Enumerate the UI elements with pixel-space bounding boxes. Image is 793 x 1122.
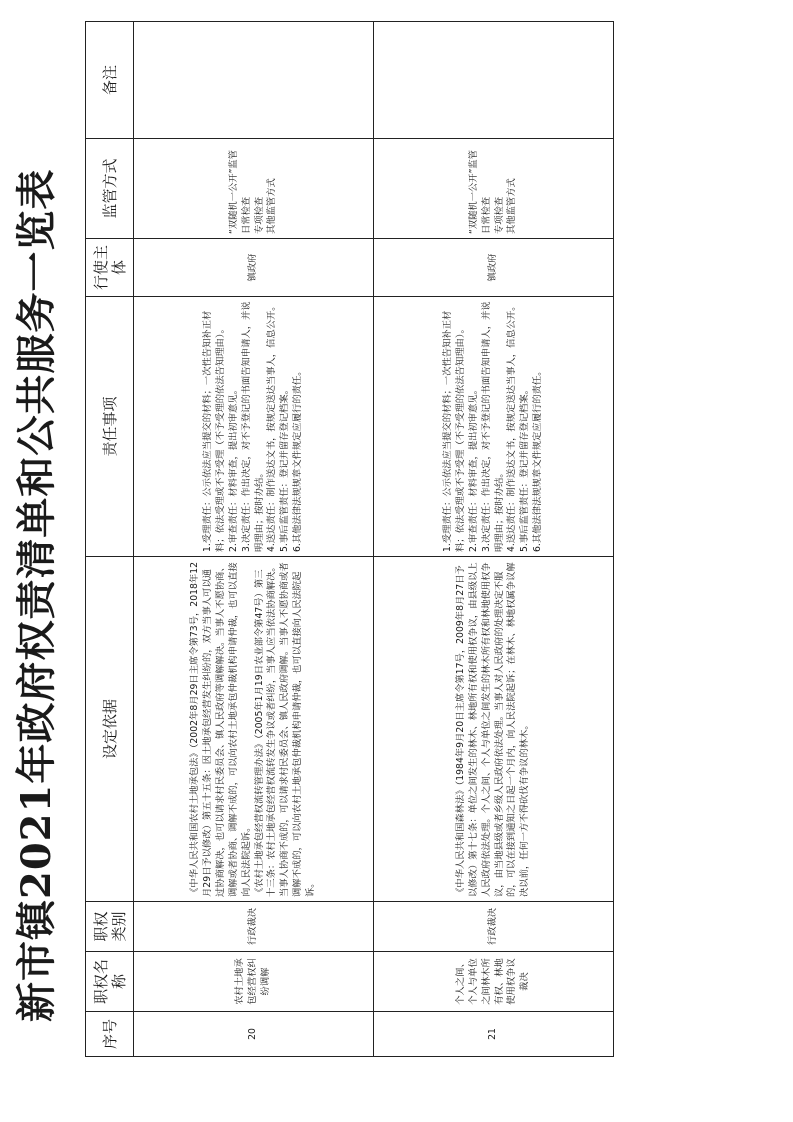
header-duties: 责任事项 xyxy=(86,297,134,557)
header-supervision: 监管方式 xyxy=(86,139,134,239)
duty-item: 6.其他法律法规规章文件规定应履行的责任。 xyxy=(291,366,303,552)
cell-basis xyxy=(374,557,614,902)
cell-name: 个人之间、个人与单位之间林木所有权、林地使用权争议裁决 xyxy=(374,952,614,1012)
header-remarks: 备注 xyxy=(86,22,134,139)
document-title: 新市镇2021年政府权责清单和公共服务一览表 xyxy=(13,168,60,1022)
duty-item: 4.送达责任：制作送达文书，按规定送达当事人，信息公开。 xyxy=(506,301,518,552)
header-basis: 设定依据 xyxy=(86,557,134,902)
table-row xyxy=(374,22,614,1057)
cell-seq: 21 xyxy=(374,1012,614,1057)
duty-item: 1.受理责任：公示依法应当提交的材料；一次性告知补正材料；依法受理或不予受理（不予受理的依法告知理由）。 xyxy=(442,310,467,552)
cell-supervision: “双随机一公开”监管 日常检查 专项检查 其他监管方式 xyxy=(374,139,614,239)
basis-paragraph: 《中华人民共和国森林法》（1984年9月20日主席令第17号，2009年8月27日予以修改）第十七条：单位之间发生的林木、林地所有权和使用权争议，由县级以上人民政府依法处理。个人之间、个人与单位之间发生的林木所有权和林地使用权争议，由当地县级或者乡级人民政府依法处理。当事人对人民政府的处理决定不服的，可以在接到通知之日起一个月内，向人民法院起诉；在林木、林地权属争议解决以前，任何一方不得砍伐有争议的林木。 xyxy=(455,562,531,897)
basis-paragraph: 《中华人民共和国农村土地承包法》（2002年8月29日主席令第73号，2018年12月29日予以修改）第五十五条：因土地承包经营发生纠纷的，双方当事人可以通过协商解决，也可以请求村民委员会、镇人民政府等调解解决。当事人不愿协商、调解或者协商、调解不成的，可以向农村土地承包仲裁机构申请仲裁，也可以直接向人民法院起诉。 xyxy=(189,561,252,897)
cell-subject: 镇政府 xyxy=(374,239,614,297)
cell-subject: 镇政府 xyxy=(134,239,374,297)
cell-type: 行政裁决 xyxy=(134,902,374,952)
cell-seq: 20 xyxy=(134,1012,374,1057)
cell-type: 行政裁决 xyxy=(374,902,614,952)
duty-item: 2.审查责任：材料审查，提出初审意见。 xyxy=(467,385,479,552)
header-name: 职权名称 xyxy=(86,952,134,1012)
duty-item: 5.事后监管责任：登记并留存登记档案。 xyxy=(519,385,531,552)
duty-item: 3.决定责任：作出决定，对不予登记的书面告知申请人，并说明理由；按时办结。 xyxy=(480,301,505,552)
cell-remarks xyxy=(134,22,374,139)
cell-supervision: “双随机一公开”监管 日常检查 专项检查 其他监管方式 xyxy=(134,139,374,239)
header-type: 职权类别 xyxy=(86,902,134,952)
duty-item: 4.送达责任：制作送达文书，按规定送达当事人，信息公开。 xyxy=(266,301,278,552)
cell-remarks xyxy=(374,22,614,139)
basis-paragraph: 《农村土地承包经营权流转管理办法》（2005年1月19日农业部令第47号）第三十三条：农村土地承包经营权流转发生争议或者纠纷，当事人应当依法协商解决。当事人协商不成的，可以请求村民委员会、镇人民政府调解。当事人不愿协商或者调解不成的，可以向农村土地承包仲裁机构申请仲裁，也可以直接向人民法院起诉。 xyxy=(253,562,316,897)
duty-item: 1.受理责任：公示依法应当提交的材料；一次性告知补正材料；依法受理或不予受理（不予受理的依法告知理由）。 xyxy=(202,310,227,552)
header-subject: 行使主体 xyxy=(86,239,134,297)
table-header-row xyxy=(86,22,134,1057)
duty-item: 6.其他法律法规规章文件规定应履行的责任。 xyxy=(531,366,543,552)
duty-item: 3.决定责任：作出决定，对不予登记的书面告知申请人，并说明理由；按时办结。 xyxy=(240,301,265,552)
header-seq: 序号 xyxy=(86,1012,134,1057)
duty-item: 5.事后监管责任：登记并留存登记档案。 xyxy=(279,385,291,552)
authority-table xyxy=(85,21,614,1057)
cell-duties xyxy=(374,297,614,557)
cell-duties xyxy=(134,297,374,557)
cell-basis xyxy=(134,557,374,902)
cell-name: 农村土地承包经营权纠纷调解 xyxy=(134,952,374,1012)
duty-item: 2.审查责任：材料审查，提出初审意见。 xyxy=(227,385,239,552)
table-row xyxy=(134,22,374,1057)
